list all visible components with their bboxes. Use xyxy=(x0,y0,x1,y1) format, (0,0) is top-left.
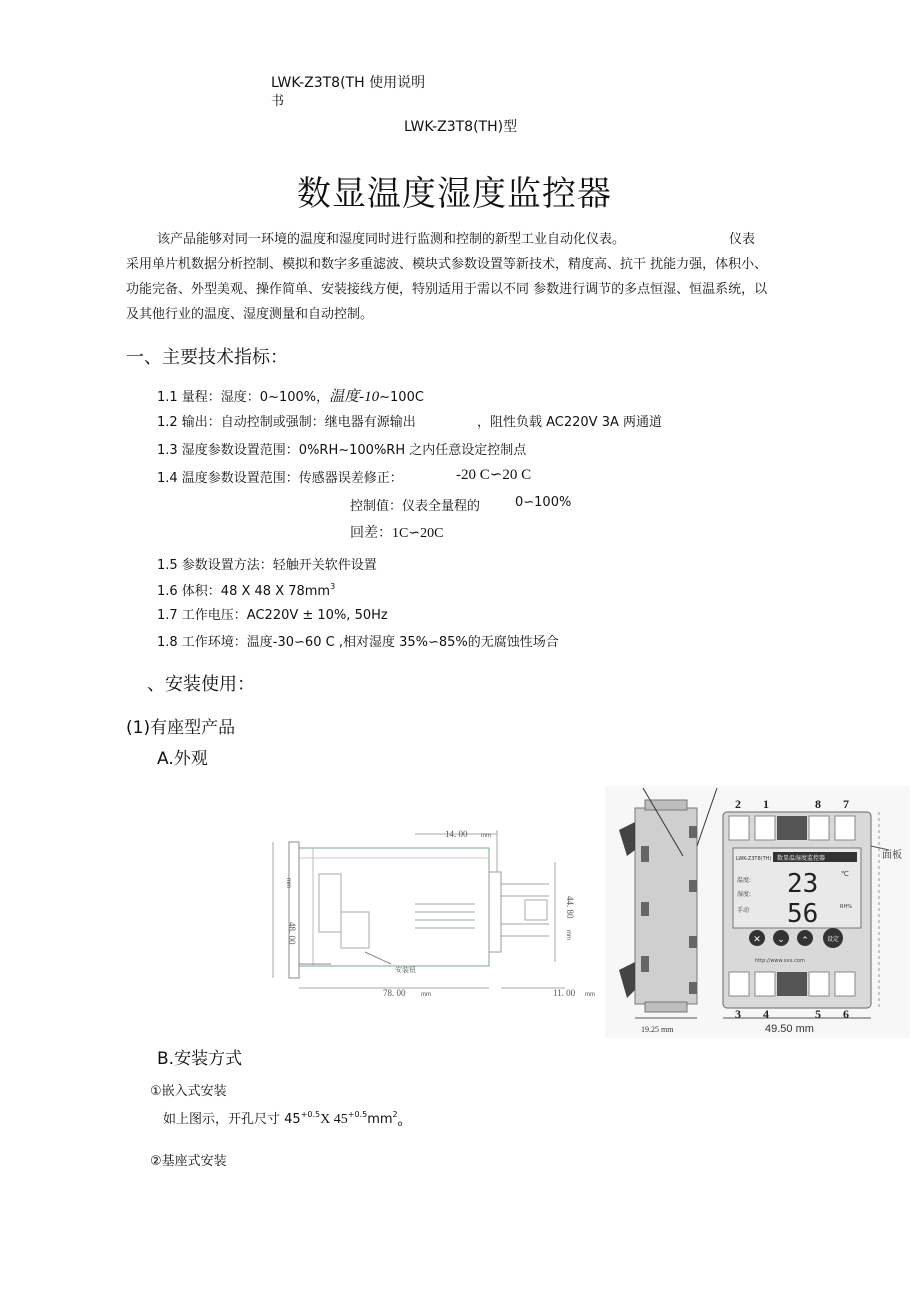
set-button-label: 设定 xyxy=(826,936,840,943)
intro-line3: 功能完备、外型美观、操作简单、安装接线方便，特别适用于需以不同 参数进行调节的多点恒湿、恒温系统，以 xyxy=(126,282,768,297)
install-embedded-heading: ①嵌入式安装 xyxy=(150,1084,227,1099)
spec-1-1-humidity: 1.1 量程：湿度：0~100%， xyxy=(157,390,330,405)
dim-right: 11. 00 xyxy=(553,988,576,998)
spec-1-1-temp: 温度-10 xyxy=(329,389,380,405)
cutout-unit-sup: 2 xyxy=(392,1110,398,1119)
doc-title-line1: LWK-Z3T8(TH 使用说明 xyxy=(271,75,426,91)
spec-1-6-volume: 1.6 体积：48 X 48 X 78mm xyxy=(157,584,331,599)
spec-1-4-control-range: 0∽100% xyxy=(515,495,572,510)
dim-top: 14. 00 xyxy=(445,829,468,839)
cutout-size-mid: X 45 xyxy=(320,1112,348,1127)
terminal-3: 3 xyxy=(735,1007,741,1021)
svg-text:✕: ✕ xyxy=(753,935,761,945)
install-embedded-text xyxy=(163,1108,403,1128)
spec-1-5: 1.5 参数设置方法：轻触开关软件设置 xyxy=(157,558,377,573)
display-row-manual-label: 手动 xyxy=(737,907,750,914)
display-hum-value: 56 xyxy=(787,899,819,929)
terminal-7: 7 xyxy=(843,797,849,811)
section2-heading: 、安装使用： xyxy=(147,674,255,695)
intro-line1-end: 仪表 xyxy=(729,232,756,247)
spec-1-4-offset: -20 C∽20 C xyxy=(456,467,532,483)
side-width-dim: 19.25 mm xyxy=(641,1025,674,1034)
dim-bottom-unit: mm xyxy=(421,992,431,998)
terminal-2: 2 xyxy=(735,797,741,811)
device-photo xyxy=(605,786,910,1038)
display-temp-unit: ℃ xyxy=(841,870,849,878)
subsection-install-method: B.安装方式 xyxy=(157,1049,243,1069)
svg-text:⌃: ⌃ xyxy=(801,936,809,946)
page-title: 数显温度湿度监控器 xyxy=(297,174,612,214)
cutout-size-text: 如上图示，开孔尺寸 45 xyxy=(163,1112,301,1127)
cutout-unit: mm xyxy=(367,1112,393,1127)
spec-1-2: 1.2 输出：自动控制或强制：继电器有源输出 xyxy=(157,415,416,430)
cutout-tolerance-1: +0.5 xyxy=(300,1110,321,1119)
dim-left-unit: mm xyxy=(285,878,291,888)
cutout-tolerance-2: +0.5 xyxy=(347,1110,368,1119)
mount-button-label: 安装钮 xyxy=(395,966,416,974)
dim-mid-unit: mm xyxy=(565,930,571,940)
display-row-temp-label: 温度: xyxy=(737,877,752,884)
device-footer: http://www.xxx.com xyxy=(755,958,805,964)
display-row-hum-label: 湿度: xyxy=(737,891,752,898)
terminal-6: 6 xyxy=(843,1007,849,1021)
spec-1-2-load: ，阻性负载 AC220V 3A 两通道 xyxy=(477,415,663,430)
spec-1-6-sup: 3 xyxy=(330,582,336,591)
spec-1-4-control: 控制值：仪表全量程的 xyxy=(350,499,481,514)
dim-mid: 44. 80 xyxy=(565,896,575,919)
terminal-8: 8 xyxy=(815,797,821,811)
dim-bottom: 78. 00 xyxy=(383,988,406,998)
subsection-seated-product: (1)有座型产品 xyxy=(126,718,236,738)
device-model: LWK-Z3T8(TH) xyxy=(736,856,772,862)
dim-left: 48. 00 xyxy=(287,922,297,945)
spec-1-4-hysteresis: 回差：1C∽20C xyxy=(350,526,444,541)
spec-1-6 xyxy=(157,580,335,599)
spec-1-7: 1.7 工作电压：AC220V ± 10%, 50Hz xyxy=(157,608,388,623)
cutout-unit-sub: o xyxy=(397,1119,403,1128)
spec-1-3: 1.3 湿度参数设置范围：0%RH~100%RH 之内任意设定控制点 xyxy=(157,443,527,458)
dimension-drawing xyxy=(265,812,605,1002)
intro-line2: 采用单片机数据分析控制、模拟和数字多重滤波、模块式参数设置等新技术，精度高、抗干 扰能力强，体积小、 xyxy=(126,257,768,272)
intro-line4: 及其他行业的温度、湿度测量和自动控制。 xyxy=(126,307,374,322)
terminal-4: 4 xyxy=(763,1007,769,1021)
intro-line1: 该产品能够对同一环境的温度和湿度同时进行监测和控制的新型工业自动化仪表。 xyxy=(157,232,626,247)
display-temp-value: 23 xyxy=(787,869,819,899)
spec-1-8: 1.8 工作环境：温度-30∽60 C ,相对湿度 35%∽85%的无腐蚀性场合 xyxy=(157,635,559,650)
dim-top-unit: mm xyxy=(481,833,491,839)
display-hum-unit: RH% xyxy=(840,904,852,910)
section1-heading: 一、主要技术指标： xyxy=(126,347,288,368)
subsection-appearance: A.外观 xyxy=(157,749,208,769)
dim-right-unit: mm xyxy=(585,992,595,998)
svg-text:⌄: ⌄ xyxy=(777,935,785,945)
model-label: LWK-Z3T8(TH)型 xyxy=(404,119,518,135)
spec-1-1 xyxy=(157,385,424,406)
install-base-heading: ②基座式安装 xyxy=(150,1154,227,1169)
panel-label: 面板 xyxy=(882,850,902,861)
panel-width-dim: 49.50 mm xyxy=(765,1023,814,1035)
terminal-5: 5 xyxy=(815,1007,821,1021)
device-title: 数显温湿度监控器 xyxy=(777,855,826,862)
spec-1-1-temp-range: ~100C xyxy=(379,390,424,405)
doc-title-line2: 书 xyxy=(271,94,285,109)
spec-1-4: 1.4 温度参数设置范围：传感器误差修正： xyxy=(157,471,403,486)
terminal-1: 1 xyxy=(763,797,769,811)
